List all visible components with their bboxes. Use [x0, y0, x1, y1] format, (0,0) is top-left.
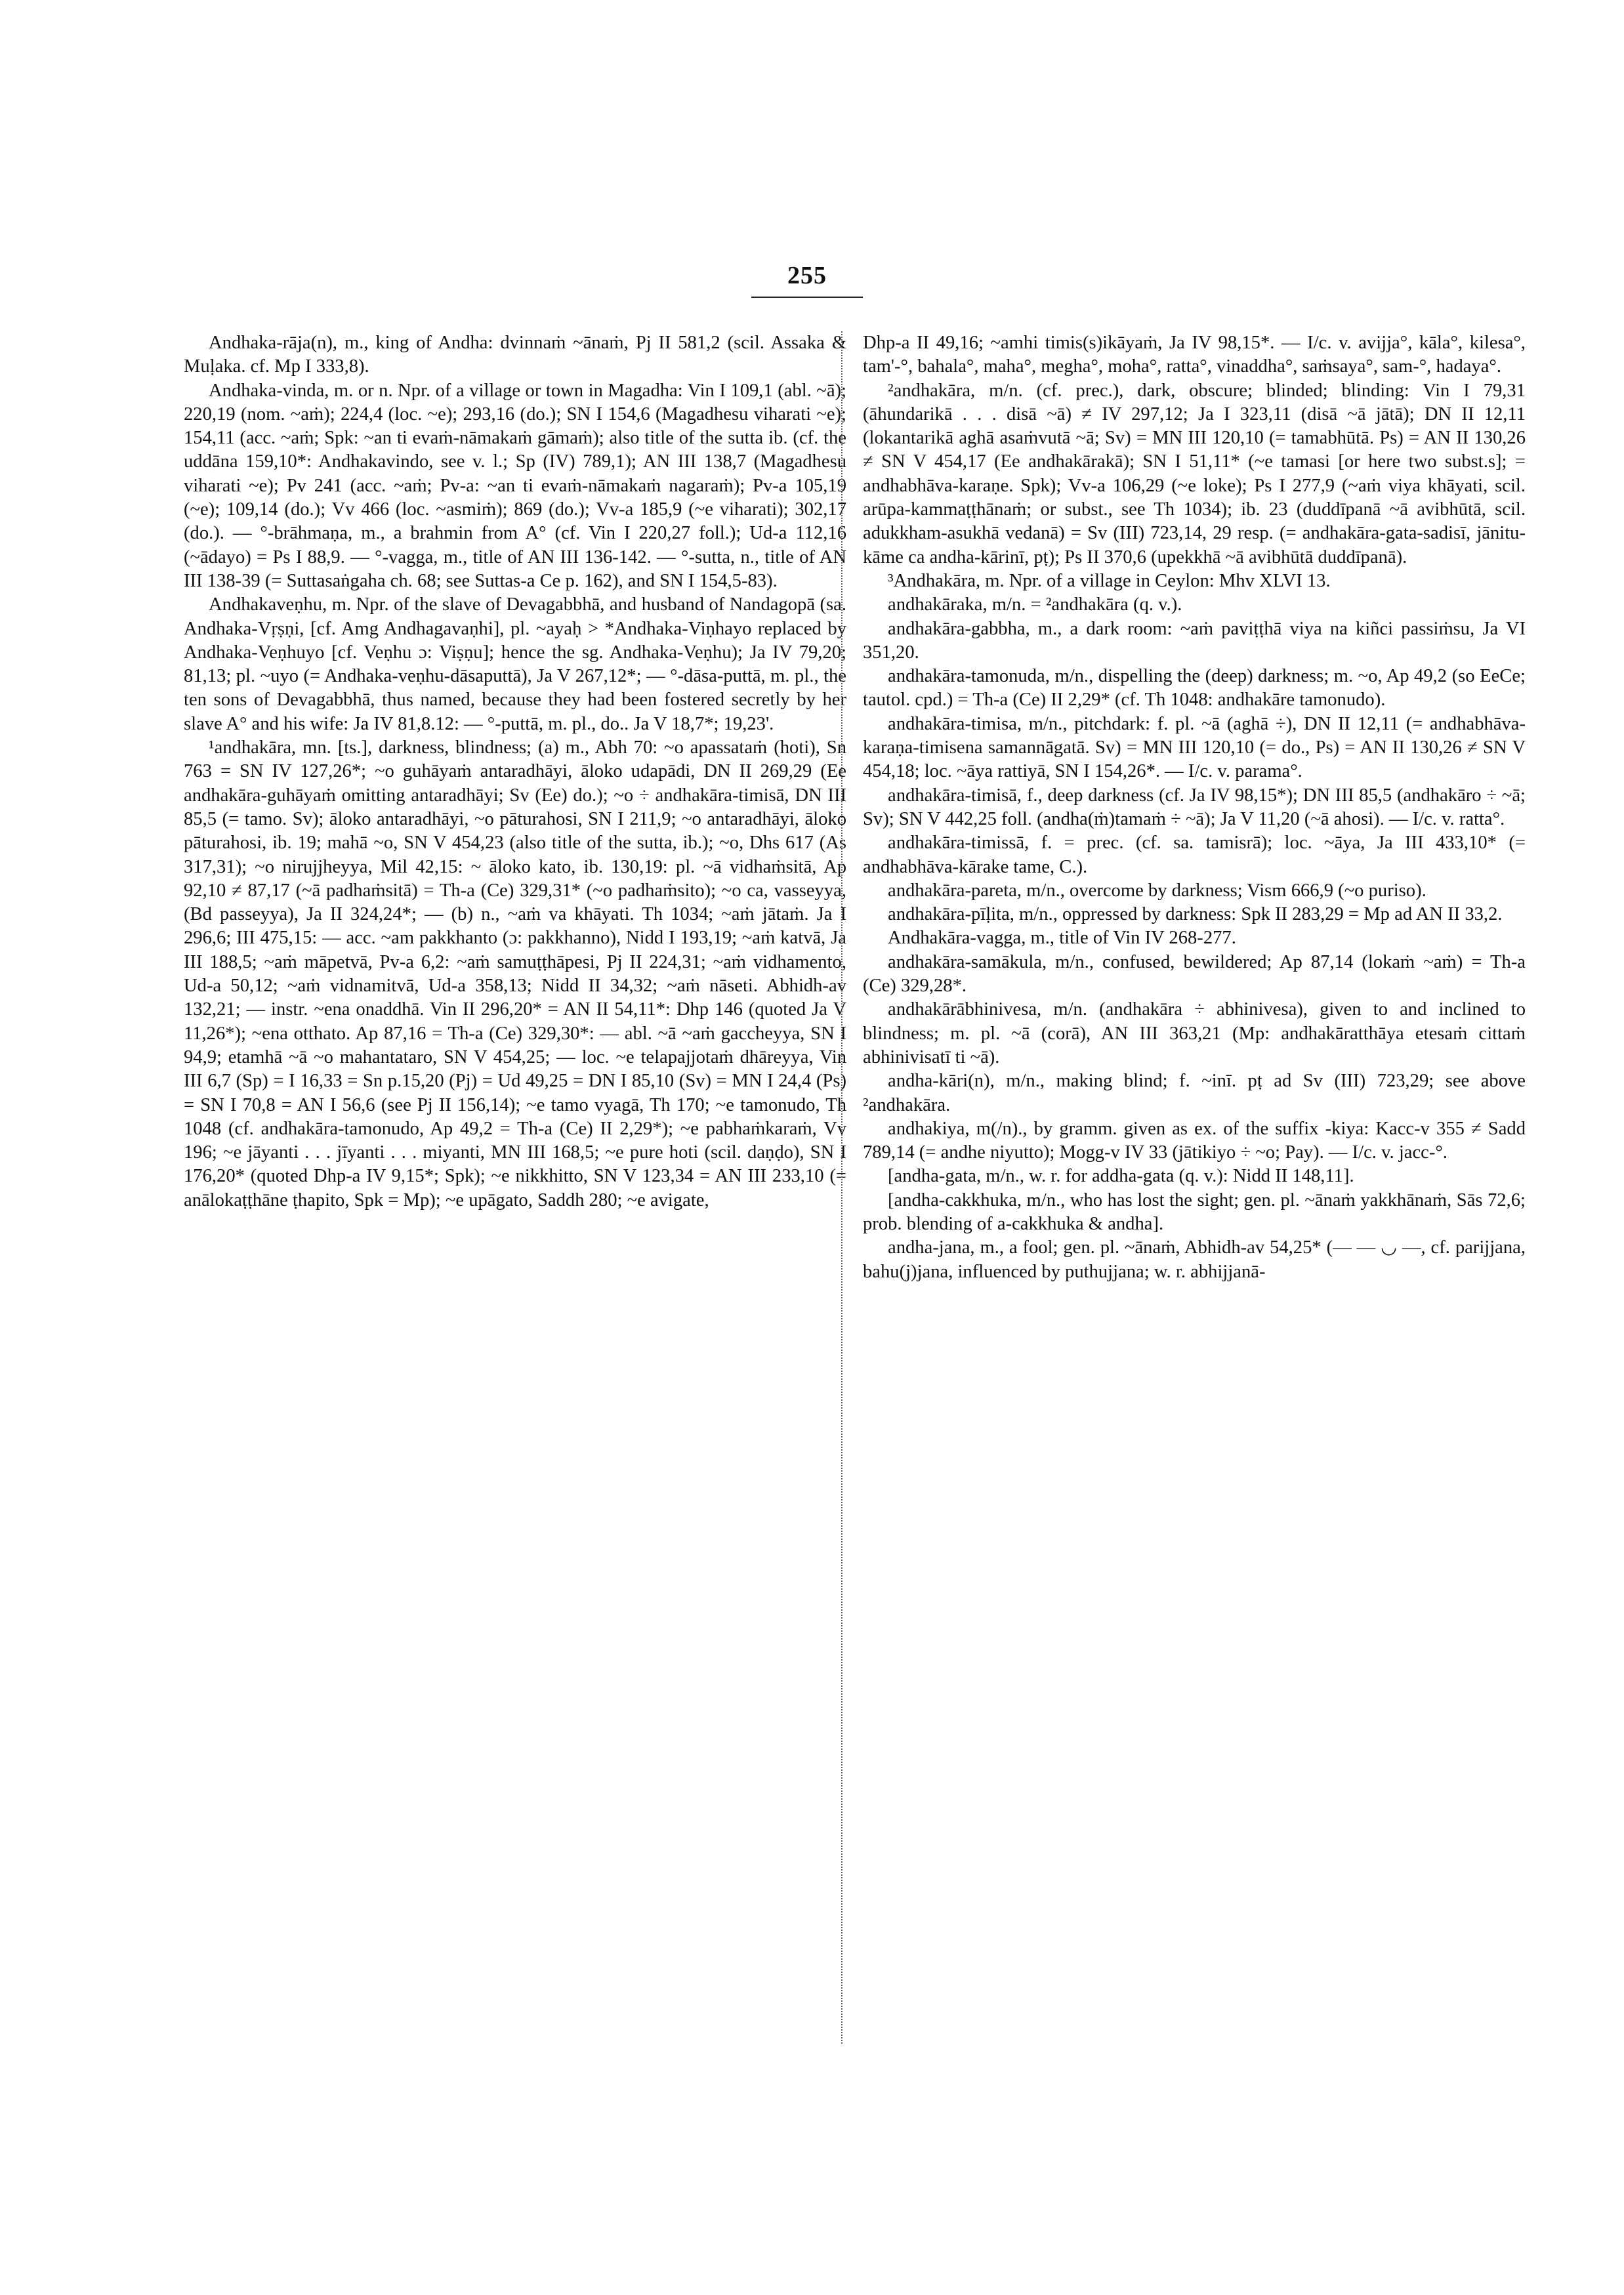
entry-andha-kari: andha-kāri(n), m/n., making blind; f. ~inī. pṭ ad Sv (III) 723,29; see above ²andhakāra.	[863, 1071, 1526, 1115]
entry-andhakara-timissa: andhakāra-timissā, f. = prec. (cf. sa. tamisrā); loc. ~āya, Ja III 433,10* (= andhabhāva-kārake tame, C.).	[863, 833, 1526, 877]
left-column	[184, 331, 846, 1212]
right-column	[863, 331, 1526, 1284]
entry-andhakara-pilita: andhakāra-pīḷita, m/n., oppressed by darkness: Spk II 283,29 = Mp ad AN II 33,2.	[888, 904, 1503, 925]
entry-andha-jana: andha-jana, m., a fool; gen. pl. ~ānaṁ, Abhidh-av 54,25* (— — ◡ —, cf. parijjana, bahu(j)jana, influenced by puthujjana; w. r. abhijjanā-	[863, 1237, 1526, 1282]
entry-andhakara-gabbha: andhakāra-gabbha, m., a dark room: ~aṁ paviṭṭhā viya na kiñci passiṁsu, Ja VI 351,20.	[863, 618, 1526, 663]
entry-andhakara-timisa-f: andhakāra-timisā, f., deep darkness (cf. Ja IV 98,15*); DN III 85,5 (andhakāro ÷ ~ā; Sv); SN V 442,25 foll. (andha(ṁ)tamaṁ ÷ ~ā); Ja V 11,20 (~ā ahosi). — I/c. v. ratta°.	[863, 785, 1526, 829]
entry-andhakavenhu: Andhakaveṇhu, m. Npr. of the slave of Devagabbhā, and husband of Nandagopā (sa. Andhaka-Vṛṣṇi, [cf. Amg Andhagavaṇhi], pl. ~ayaḥ > *Andhaka-Viṇhayo replaced by Andhaka-Veṇhuyo [cf. Veṇhu ɔ: Viṣṇu]; hence the sg. Andhaka-Veṇhu); Ja IV 79,20; 81,13; pl. ~uyo (= Andhaka-veṇhu-dāsaputtā), Ja V 267,12*; — °-dāsa-puttā, m. pl., the ten sons of Devagabbhā, thus named, because they had been fostered secretly by her slave A° and his wife: Ja IV 81,8.12: — °-puttā, m. pl., do.. Ja V 18,7*; 19,23'.	[184, 594, 846, 734]
column-divider	[841, 331, 843, 2044]
entry-andhakara-1-continued: Dhp-a II 49,16; ~amhi timis(s)ikāyaṁ, Ja IV 98,15*. — I/c. v. avijja°, kāla°, kilesa°, tam'-°, bahala°, maha°, megha°, moha°, ratta°, vinaddha°, saṁsaya°, sam-°, hadaya°.	[863, 333, 1526, 377]
entry-andha-gata: [andha-gata, m/n., w. r. for addha-gata (q. v.): Nidd II 148,11].	[888, 1166, 1354, 1187]
entry-andhakarabhinivesa: andhakārābhinivesa, m/n. (andhakāra ÷ abhinivesa), given to and inclined to blindness; m. pl. ~ā (corā), AN III 363,21 (Mp: andhakāratthāya etesaṁ cittaṁ abhinivisatī ti ~ā).	[863, 999, 1526, 1067]
entry-andhakara-timisa: andhakāra-timisa, m/n., pitchdark: f. pl. ~ā (aghā ÷), DN II 12,11 (= andhabhāva-karaṇa-timisena samannāgatā. Sv) = MN III 120,10 (= do., Ps) = AN II 130,26 ≠ SN V 454,18; loc. ~āya rattiyā, SN I 154,26*. — I/c. v. parama°.	[863, 713, 1526, 782]
page-number-rule	[751, 297, 863, 298]
entry-andhakaraka: andhakāraka, m/n. = ²andhakāra (q. v.).	[888, 594, 1182, 615]
page-number: 255	[787, 262, 827, 289]
entry-andhakara-1: ¹andhakāra, mn. [ts.], darkness, blindness; (a) m., Abh 70: ~o apassataṁ (hoti), Sn 763 = SN IV 127,26*; ~o guhāyaṁ antaradhāyi, āloko udapādi, DN II 269,29 (Ee andhakāra-guhāyaṁ omitting antaradhāyi; Sv (Ee) do.); ~o ÷ andhakāra-timisā, DN III 85,5 (= tamo. Sv); āloko antaradhāyi, ~o pāturahosi, SN I 211,9; ~o antaradhāyi, āloko pāturahosi, ib. 19; mahā ~o, SN V 454,23 (also title of the sutta, ib.); ~o, Dhs 617 (As 317,31); ~o nirujjheyya, Mil 42,15: ~ āloko kato, ib. 130,19: pl. ~ā vidhaṁsitā, Ap 92,10 ≠ 87,17 (~ā padhaṁsitā) = Th-a (Ce) 329,31* (~o padhaṁsito); ~o ca, vasseyya, (Bd passeyya), Ja II 324,24*; — (b) n., ~aṁ va khāyati. Th 1034; ~aṁ jātaṁ. Ja I 296,6; III 475,15: — acc. ~am pakkhanto (ɔ: pakkhanno), Nidd I 193,19; ~aṁ katvā, Ja III 188,5; ~aṁ māpetvā, Pv-a 6,2: ~aṁ samuṭṭhāpesi, Pj II 224,31; ~aṁ vidhamento, Ud-a 50,12; ~aṁ vidnamitvā, Ud-a 358,13; Nidd II 34,32; ~aṁ nāseti. Abhidh-av 132,21; — instr. ~ena onaddhā. Vin II 296,20* = AN II 54,11*: Dhp 146 (quoted Ja V 11,26*); ~ena otthato. Ap 87,16 = Th-a (Ce) 329,30*: — abl. ~ā ~aṁ gaccheyya, SN I 94,9; etamhā ~ā ~o mahantataro, SN V 454,25; — loc. ~e telapajjotaṁ dhāreyya, Vin III 6,7 (Sp) = I 16,33 = Sn p.15,20 (Pj) = Ud 49,25 = DN I 85,10 (Sv) = MN I 24,4 (Ps) = SN I 70,8 = AN I 56,6 (see Pj II 156,14); ~e tamo vyagā, Th 170; ~e tamonudo, Th 1048 (cf. andhakāra-tamonudo, Ap 49,2 = Th-a (Ce) II 2,29*); ~e pabhaṁkaraṁ, Vv 196; ~e jāyanti . . . jīyanti . . . miyanti, MN III 168,5; ~e pure hoti (scil. daṇḍo), SN I 176,20* (quoted Dhp-a IV 9,15*; Spk); ~e nikkhitto, SN V 123,34 = AN III 233,10 (= anālokaṭṭhāne ṭhapito, Spk = Mp); ~e upāgato, Saddh 280; ~e avigate,	[184, 737, 846, 1210]
entry-andhakara-vagga: Andhakāra-vagga, m., title of Vin IV 268-277.	[888, 928, 1236, 949]
entry-andhakiya: andhakiya, m(/n)., by gramm. given as ex. of the suffix -kiya: Kacc-v 355 ≠ Sadd 789,14 (= andhe niyutto); Mogg-v IV 33 (jātikiyo ÷ ~o; Pay). — I/c. v. jacc-°.	[863, 1118, 1526, 1163]
entry-andhaka-raja: Andhaka-rāja(n), m., king of Andha: dvinnaṁ ~ānaṁ, Pj II 581,2 (scil. Assaka & Muḷaka. cf. Mp I 333,8).	[184, 333, 846, 377]
entry-andhakara-pareta: andhakāra-pareta, m/n., overcome by darkness; Vism 666,9 (~o puriso).	[888, 880, 1426, 901]
entry-andha-cakkhuka: [andha-cakkhuka, m/n., who has lost the sight; gen. pl. ~ānaṁ yakkhānaṁ, Sās 72,6; prob. blending of a-cakkhuka & andha].	[863, 1189, 1526, 1234]
entry-andhakara-2: ²andhakāra, m/n. (cf. prec.), dark, obscure; blinded; blinding: Vin I 79,31 (āhundarikā . . . disā ~ā) ≠ IV 297,12; Ja I 323,11 (disā ~ā jātā); DN II 12,11 (lokantarikā aghā asaṁvutā ~ā; Sv) = MN III 120,10 (= tamabhūtā. Ps) = AN II 130,26 ≠ SN V 454,17 (Ee andhakārakā); SN I 51,11* (~e tamasi [or here two subst.s]; = andhabhāva-karaṇe. Spk); Vv-a 106,29 (~e loke); Ps I 277,9 (~aṁ viya khāyati, scil. arūpa-kammaṭṭhānaṁ; or subst., see Th 1034); ib. 23 (duddīpanā ~ā avibhūtā, scil. adukkham-asukhā vedanā) = Sv (III) 723,14, 29 resp. (= andhakāra-gata-sadisī, jānitu-kāme ca andha-kārinī, pṭ); Ps II 370,6 (upekkhā ~ā avibhūtā duddīpanā).	[863, 380, 1526, 568]
entry-andhakara-samakula: andhakāra-samākula, m/n., confused, bewildered; Ap 87,14 (lokaṁ ~aṁ) = Th-a (Ce) 329,28*.	[863, 951, 1526, 997]
entry-andhaka-vinda: Andhaka-vinda, m. or n. Npr. of a village or town in Magadha: Vin I 109,1 (abl. ~ā); 220,19 (nom. ~aṁ); 224,4 (loc. ~e); 293,16 (do.); SN I 154,6 (Magadhesu viharati ~e); 154,11 (acc. ~aṁ; Spk: ~an ti evaṁ-nāmakaṁ gāmaṁ); also title of the sutta ib. (cf. the uddāna 159,10*: Andhakavindo, see v. l.; Sp (IV) 789,1); AN III 138,7 (Magadhesu viharati ~e); Pv 241 (acc. ~aṁ; Pv-a: ~an ti evaṁ-nāmakaṁ nagaraṁ); Pv-a 105,19 (~e); 109,14 (do.); Vv 466 (loc. ~asmiṁ); 869 (do.); Vv-a 185,9 (~e viharati); 302,17 (do.). — °-brāhmaṇa, m., a brahmin from A° (cf. Vin I 220,27 foll.); Ud-a 112,16 (~ādayo) = Ps I 88,9. — °-vagga, m., title of AN III 136-142. — °-sutta, n., title of AN III 138-39 (= Suttasaṅgaha ch. 68; see Suttas-a Ce p. 162), and SN I 154,5-83).	[184, 380, 846, 591]
entry-andhakara-3: ³Andhakāra, m. Npr. of a village in Ceylon: Mhv XLVI 13.	[888, 570, 1331, 591]
entry-andhakara-tamonuda: andhakāra-tamonuda, m/n., dispelling the (deep) darkness; m. ~o, Ap 49,2 (so EeCe; tautol. cpd.) = Th-a (Ce) II 2,29* (cf. Th 1048: andhakāre tamonudo).	[863, 666, 1526, 711]
